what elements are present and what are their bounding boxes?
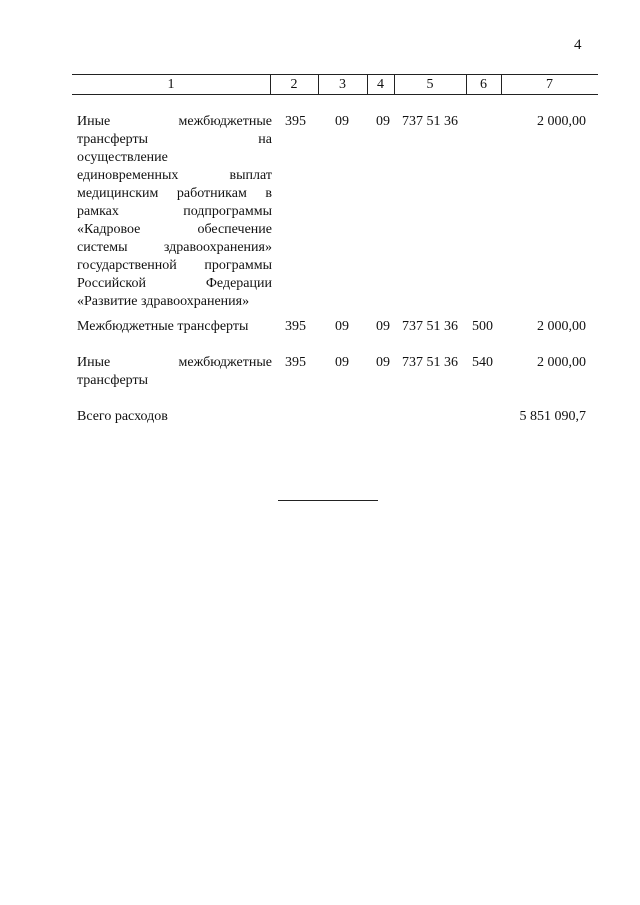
name-line: «Развитие здравоохранения» (77, 294, 250, 309)
header-col-3: 3 (339, 77, 346, 92)
cell-col-5: 737 51 36 (402, 114, 458, 129)
cell-col-2: 395 (285, 355, 306, 370)
header-col-1: 1 (167, 77, 175, 92)
header-col-5: 5 (426, 77, 434, 92)
name-line: медицинским работникам в (77, 186, 272, 201)
header-col-7: 7 (546, 77, 553, 92)
name-line: государственной программы (77, 258, 272, 273)
cell-col-3: 09 (335, 355, 349, 370)
name-line: системы здравоохранения» (77, 240, 272, 255)
cell-col-7: 2 000,00 (537, 355, 586, 370)
name-line: «Кадровое обеспечение (77, 222, 272, 237)
row-name: Межбюджетные трансферты (77, 319, 249, 334)
end-separator-line (278, 500, 378, 501)
name-line: трансферты (77, 373, 149, 388)
cell-col-5: 737 51 36 (402, 319, 458, 334)
name-line: трансферты на (77, 132, 272, 147)
cell-col-6: 540 (472, 355, 493, 370)
row-name (77, 354, 272, 390)
header-bottom-border (72, 94, 598, 95)
cell-col-4: 09 (376, 355, 390, 370)
total-value: 5 851 090,7 (519, 409, 586, 424)
page-number: 4 (574, 37, 582, 53)
name-line: осуществление (77, 150, 168, 165)
cell-col-7: 2 000,00 (537, 114, 586, 129)
cell-col-2: 395 (285, 319, 306, 334)
cell-col-5: 737 51 36 (402, 355, 458, 370)
cell-col-6: 500 (472, 319, 493, 334)
header-col-2: 2 (290, 77, 298, 92)
cell-col-2: 395 (285, 114, 306, 129)
header-col-4: 4 (377, 77, 384, 92)
name-line: Иные межбюджетные (77, 114, 272, 129)
name-line: Иные межбюджетные (77, 355, 272, 370)
cell-col-7: 2 000,00 (537, 319, 586, 334)
total-label: Всего расходов (77, 409, 168, 424)
cell-col-3: 09 (335, 114, 349, 129)
cell-col-4: 09 (376, 114, 390, 129)
row-name (77, 113, 272, 311)
name-line: Российской Федерации (77, 276, 272, 291)
name-line: единовременных выплат (77, 168, 272, 183)
cell-col-3: 09 (335, 319, 349, 334)
header-col-6: 6 (480, 77, 487, 92)
cell-col-4: 09 (376, 319, 390, 334)
name-line: рамках подпрограммы (77, 204, 272, 219)
